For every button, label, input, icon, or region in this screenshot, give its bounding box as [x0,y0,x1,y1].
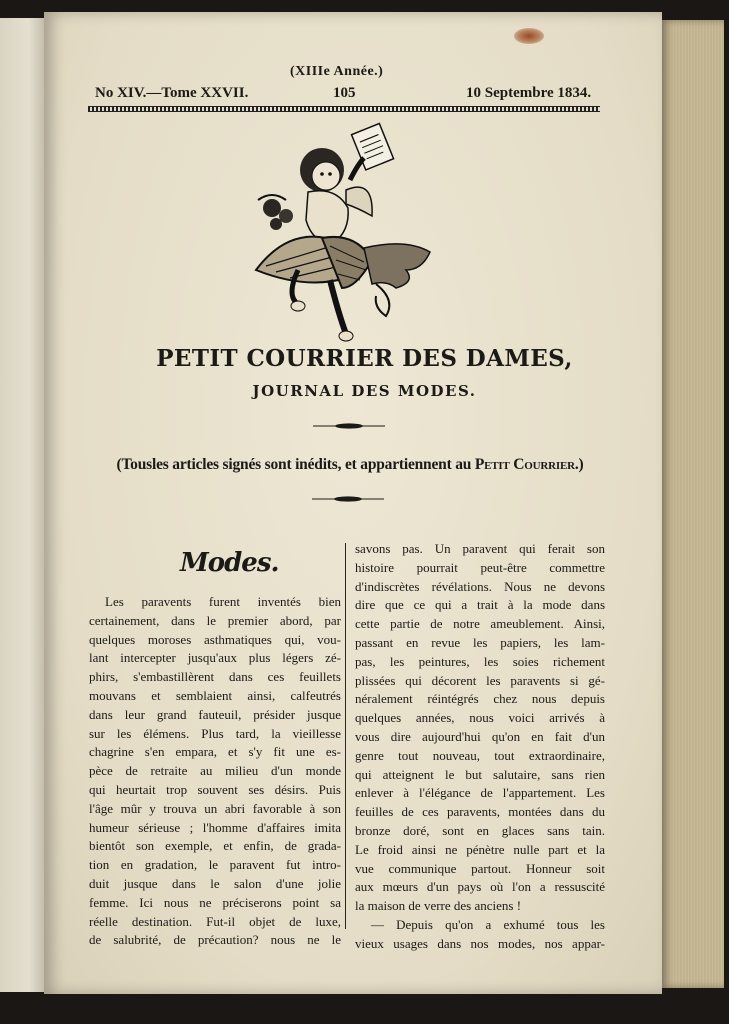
article-line: feuilles de ces paravents, montées dans du [355,804,605,820]
article-line: bientôt son exemple, et enfin, de grada- [89,838,341,854]
article-line: plissées qui décorent les paravents si gé- [355,672,605,688]
ornamental-rule-bottom [312,496,384,502]
column-divider [345,543,346,929]
section-heading-modes: Modes. [180,548,279,578]
article-line: duit jusque dans le salon d'une jolie [89,875,341,891]
article-line: savons pas. Un paravent qui ferait son [355,541,605,556]
foxing-stain [514,28,544,44]
article-line: aux mœurs d'un pays où l'on a ressuscité [355,879,605,895]
article-line: femme. Ici nous ne préciserons point sa [89,894,341,910]
article-line: genre tout nouveau, tout extraordinaire, [355,747,605,763]
article-line: qui atteignent le but salutaire, sans rien [355,766,605,782]
page-number: 105 [333,85,356,101]
article-column-left [89,593,341,950]
article-line: quelques moroses asthmatiques qui, vou- [89,631,341,647]
article-line: de salubrité, de précaution? nous ne le [89,932,341,948]
article-line: sur les élémens. Plus tard, la vieillesse [89,725,341,741]
issue-date: 10 Septembre 1834. [466,85,592,101]
book-page-edges [660,20,724,988]
article-line: quelques années, nous voici arrivés à [355,710,605,726]
article-line: bronze doré, sont en glaces sans tain. [355,822,605,838]
notice-journal-name: Petit Courrier [474,456,575,473]
article-line: d'indiscrètes révélations. Nous ne devons [355,578,605,594]
article-line: réelle destination. Fut-il objet de luxe, [89,913,341,929]
article-line: Le froid ainsi ne pénètre nulle part et la [355,841,605,857]
article-line: néralement réintégrés chez nous depuis [355,691,605,707]
article-line: certainement, dans le premier abord, par [89,612,341,628]
article-line: dans leur grand fauteuil, présider jusque [89,706,341,722]
journal-subtitle: JOURNAL DES MODES. [252,382,477,400]
article-line: l'âge mûr y trouva un abri favorable à son [89,800,341,816]
article-line: enlever à l'élégance de l'appartement. Les [355,785,605,801]
header-rule [88,106,600,112]
article-line: vous dire aujourd'hui qu'on en fait d'un [355,728,605,744]
cherub-vignette-illustration [246,120,442,346]
article-line: pas, les peintures, les soies richement [355,653,605,669]
article-line: Les paravents furent inventés bien [105,594,341,609]
article-line: — Depuis qu'on a exhumé tous les [371,916,605,932]
article-line: dire que ce qui a trait à la mode dans [355,597,605,613]
notice-prefix: (Tousles articles signés sont inédits, et appartiennent au [116,456,475,473]
article-line: tion en gradation, le paravent fut intro- [89,857,341,873]
article-line: chagrine s'en empara, et s'y fit une es- [89,744,341,760]
article-line: cette partie de notre ameublement. Ainsi, [355,616,605,632]
article-line: lant intercepter jusqu'aux plus légers zé- [89,650,341,666]
article-line: qui heurtait trop souvent ses désirs. Puis [89,781,341,797]
issue-number: No XIV.—Tome XXVII. [95,85,249,101]
article-line: pèce de retraite au milieu d'un monde [89,763,341,779]
article-column-right [355,540,605,954]
facing-page-edge [0,18,48,992]
article-line: vieux usages dans nos modes, nos appar- [355,935,605,951]
annee-label: (XIIIe Année.) [290,64,384,79]
article-line: la maison de verre des anciens ! [355,898,522,914]
article-line: humeur sérieuse ; l'homme d'affaires imita [89,819,341,835]
notice-suffix: .) [574,456,584,473]
journal-title: PETIT COURRIER DES DAMES, [156,345,573,372]
ornamental-rule-top [313,423,385,429]
rights-notice [88,456,612,474]
article-line: histoire pourrait peut-être commettre [355,559,605,575]
article-line: mouvans et semblaient ainsi, calfeutrés [89,687,341,703]
article-line: phirs, s'embastillèrent dans ces feuillets [89,669,341,685]
article-line: passant en revue les papiers, les lam- [355,634,605,650]
article-line: vue communique partout. Honneur soit [355,860,605,876]
